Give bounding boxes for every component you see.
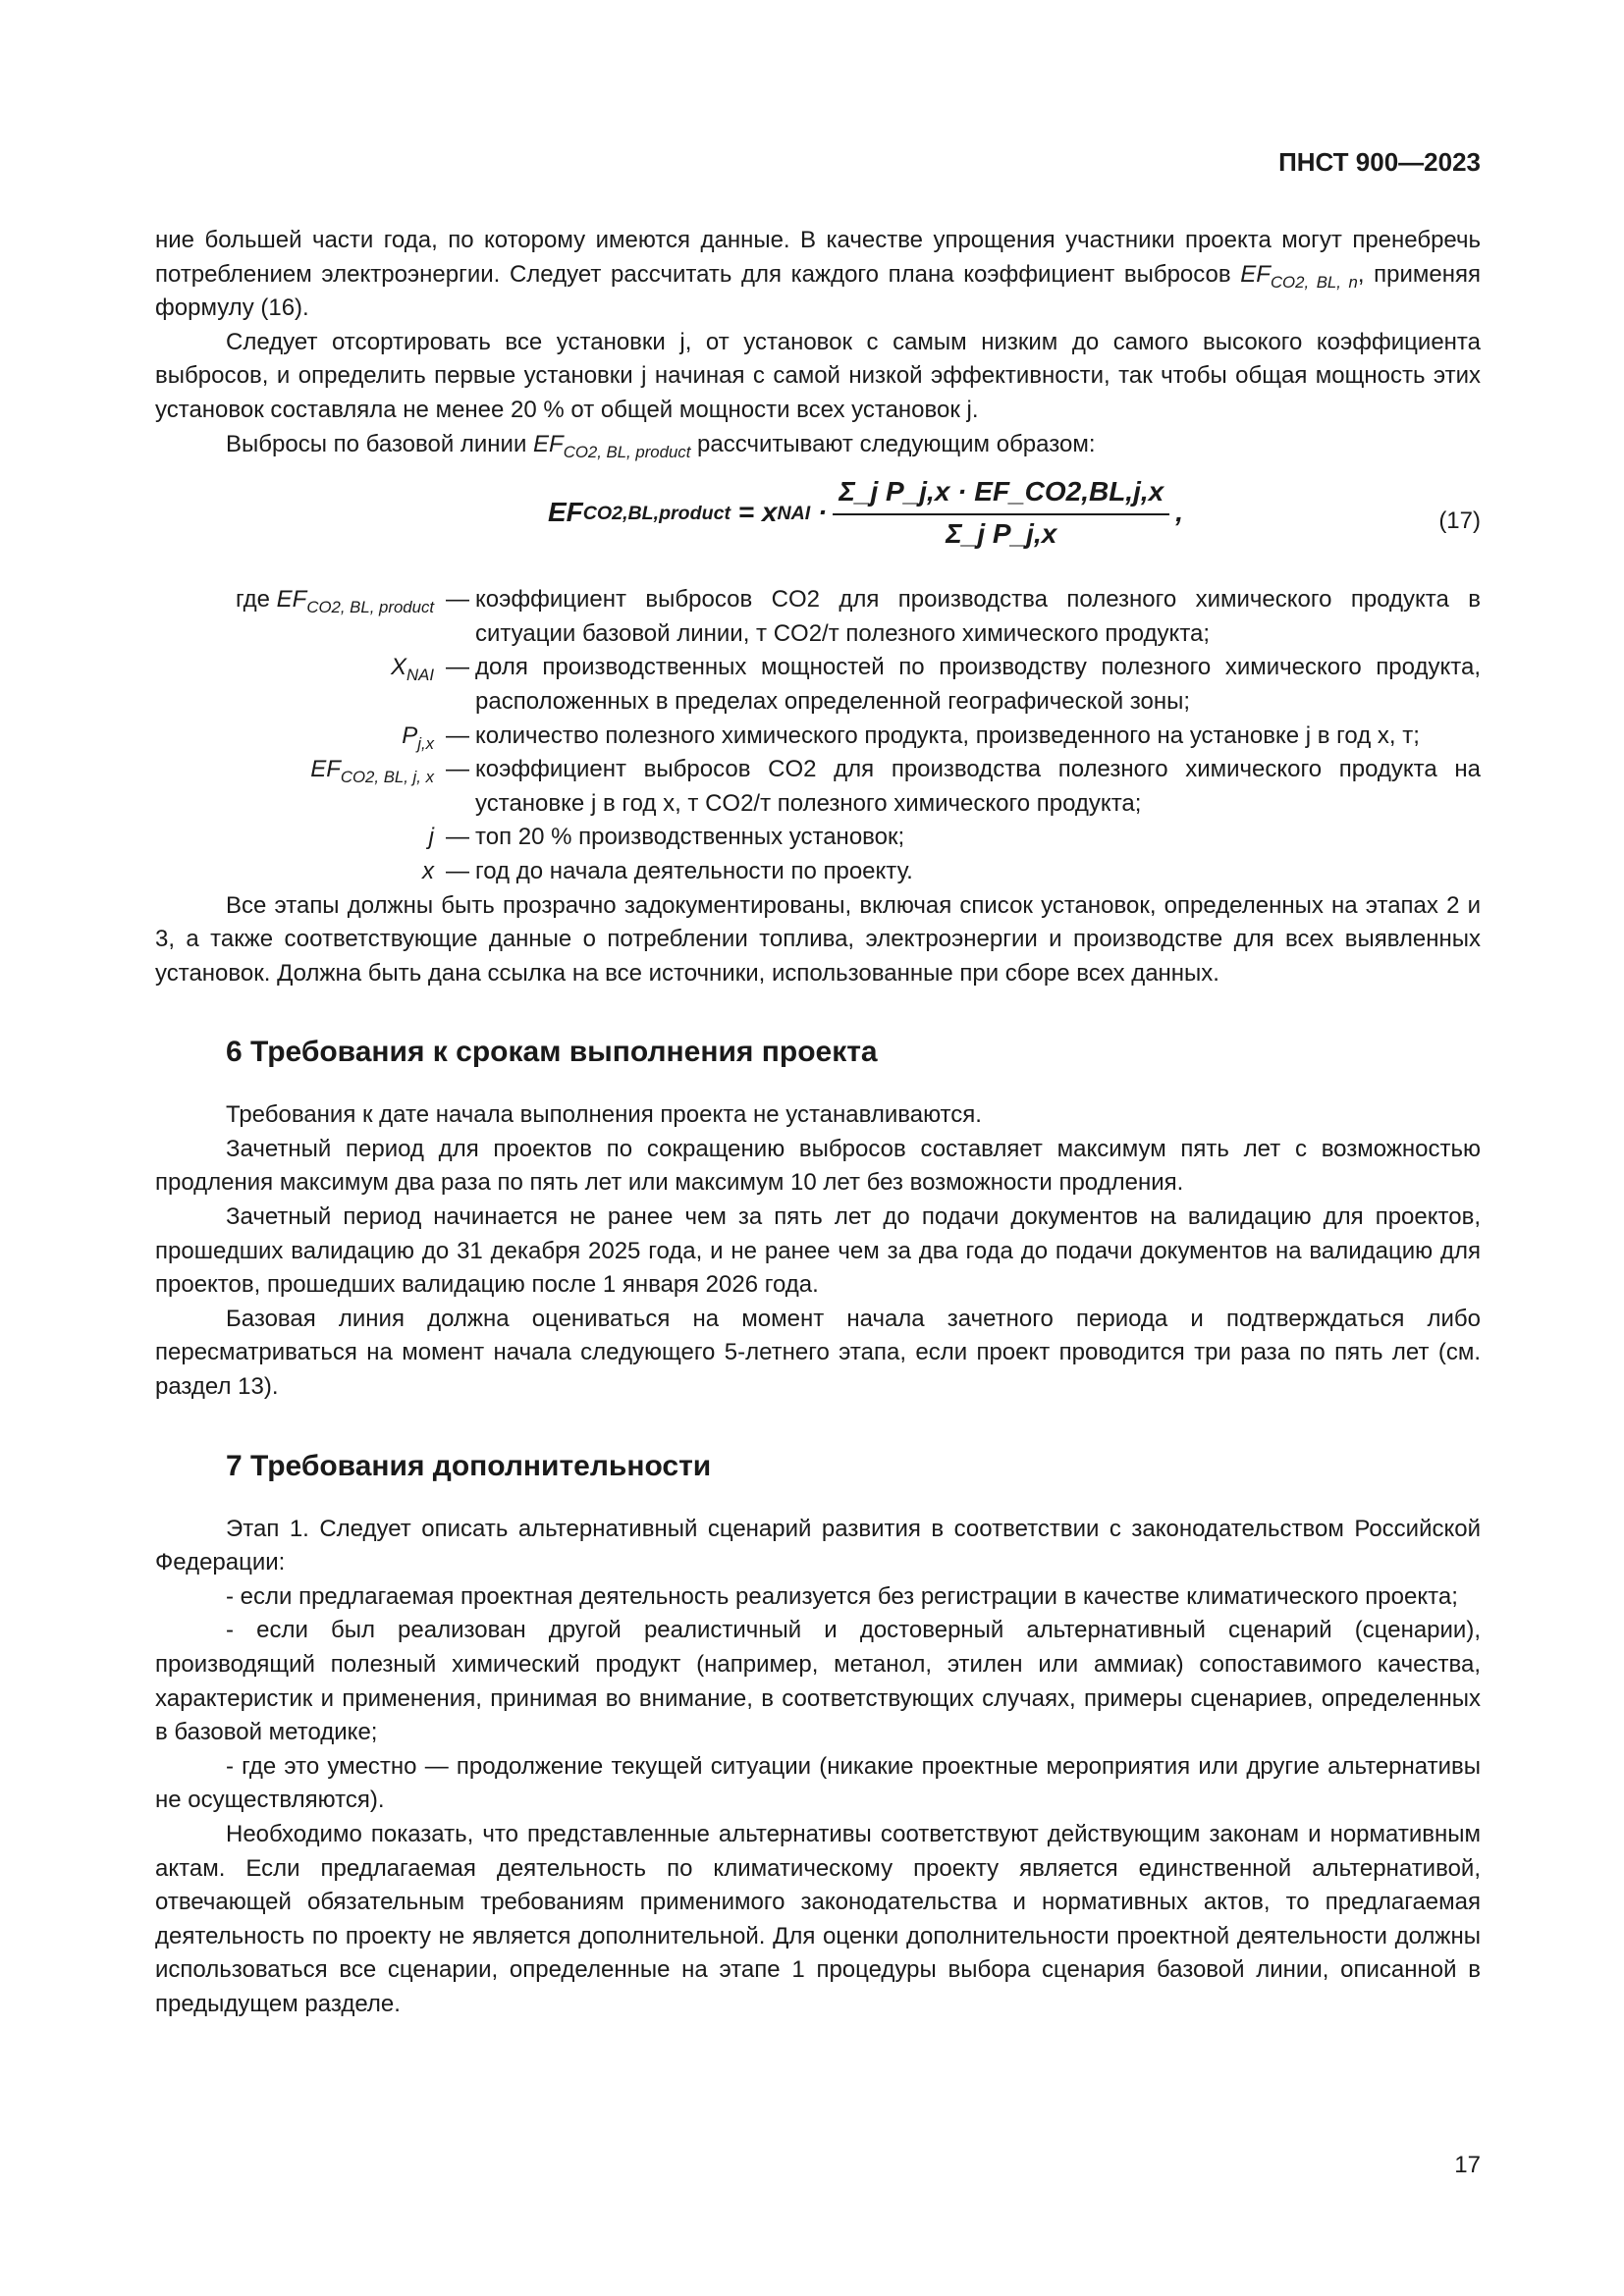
- formula-factor: x: [761, 497, 778, 528]
- section-7-heading: 7 Требования дополнительности: [226, 1449, 712, 1482]
- definition-item: [155, 855, 1481, 889]
- symbol-ef: EF: [533, 430, 564, 457]
- formula-equals: =: [731, 497, 762, 528]
- formula-fraction: [833, 475, 1169, 551]
- definition-text: топ 20 % производственных установок;: [475, 824, 905, 851]
- definitions-list: [155, 583, 1481, 888]
- text-run: ние большей части года, по которому имеются данные. В качестве упрощения участники проекта могут пренебречь потреблением электроэнергии. Следует рассчитать для каждого плана коэффициент выбросов: [155, 227, 1481, 288]
- formula-lhs: EF: [548, 497, 583, 528]
- formula-expression: EF CO2,BL,product = x NAI · $\frac{\text{Σ\_j P\_j,x · EF\_CO2,BL,j,x}}{\text{Σ\_j P\_j,x}}$ ,: [548, 475, 1183, 551]
- definition-text: коэффициент выбросов CO2 для производства полезного химического продукта на установке j в год x, т CO2/т полезного химического продукта;: [475, 756, 1481, 817]
- symbol-name: EF: [310, 756, 341, 783]
- paragraph-intro-1: [155, 224, 1481, 326]
- section-6-paragraph: Зачетный период для проектов по сокращению выбросов составляет максимум пять лет с возможностью продления максимум два раза по пять лет или максимум 10 лет без возможности продления.: [155, 1135, 1481, 1197]
- definition-dash: —: [446, 857, 469, 884]
- section-7-paragraph: Этап 1. Следует описать альтернативный сценарий развития в соответствии с законодательством Российской Федерации:: [155, 1515, 1481, 1576]
- symbol-subscript: CO2, BL, j, x: [340, 768, 434, 786]
- section-7-list-item: - где это уместно — продолжение текущей ситуации (никакие проектные мероприятия или другие альтернативы не осуществляются).: [155, 1752, 1481, 1814]
- definition-symbol: [155, 651, 440, 685]
- formula-dot: ·: [810, 497, 828, 528]
- definition-dash: —: [446, 654, 469, 681]
- page-number: 17: [1454, 2152, 1481, 2178]
- text-run: , применяя формулу (16).: [155, 260, 1482, 322]
- definition-item: [155, 583, 1481, 651]
- definition-text: количество полезного химического продукта, произведенного на установке j в год x, т;: [475, 721, 1420, 749]
- symbol-name: X: [391, 654, 407, 681]
- definition-item: [155, 720, 1481, 754]
- formula-number: (17): [1438, 507, 1481, 535]
- symbol-subscript: j,x: [417, 733, 434, 753]
- symbol-name: j: [428, 824, 434, 851]
- section-6-paragraph: Требования к дате начала выполнения проекта не устанавливаются.: [226, 1101, 982, 1129]
- section-7-list-item: - если предлагаемая проектная деятельность реализуется без регистрации в качестве климатического проекта;: [226, 1582, 1458, 1610]
- definition-symbol: [155, 720, 440, 754]
- symbol-subscript: CO2, BL, n: [1270, 272, 1358, 292]
- definition-dash: —: [446, 721, 469, 749]
- symbol-name: x: [422, 857, 434, 884]
- paragraph-intro-3: [155, 428, 1481, 462]
- formula-denominator: Σ_j P_j,x: [946, 517, 1057, 549]
- symbol-subscript: CO2, BL, product: [306, 598, 434, 617]
- symbol-name: EF: [276, 586, 307, 614]
- section-6-paragraph: Базовая линия должна оцениваться на момент начала зачетного периода и подтверждаться либо пересматриваться на момент начала следующего 5-летнего этапа, если проект проводится три раза по пять лет (см. раздел 13).: [155, 1305, 1481, 1401]
- symbol-ef: EF: [1240, 260, 1271, 288]
- document-id-header: ПНСТ 900—2023: [1278, 147, 1481, 177]
- definition-symbol: [155, 753, 440, 787]
- symbol-name: P: [402, 721, 418, 749]
- text-run: Выбросы по базовой линии: [226, 430, 534, 457]
- paragraph-intro-2: Следует отсортировать все установки j, от установок с самым низким до самого высокого коэффициента выбросов, и определить первые установки j начиная с самой низкой эффективности, так чтобы общая мощность этих установок составляла не менее 20 % от общей мощности всех установок j.: [155, 328, 1481, 423]
- symbol-subscript: NAI: [406, 666, 434, 685]
- symbol-subscript: CO2, BL, product: [563, 442, 691, 461]
- definition-prefix: где: [235, 586, 277, 614]
- definition-dash: —: [446, 586, 469, 614]
- definition-symbol: [155, 821, 440, 855]
- definition-dash: —: [446, 756, 469, 783]
- page-body: [155, 224, 1481, 2022]
- section-7-list-item: - если был реализован другой реалистичный и достоверный альтернативный сценарий (сценарии), производящий полезный химический продукт (например, метанол, этилен или аммиак) сопоставимого качества, характеристик и применения, принимая во внимание, в соответствующих случаях, примеры сценариев, определенных в базовой методике;: [155, 1617, 1481, 1746]
- definition-text: коэффициент выбросов CO2 для производства полезного химического продукта в ситуации базовой линии, т CO2/т полезного химического продукта;: [475, 586, 1481, 647]
- section-7-paragraph: Необходимо показать, что представленные альтернативы соответствуют действующим законам и нормативным актам. Если предлагаемая деятельность по климатическому проекту является единственной альтернативой, отвечающей обязательным требованиям применимого законодательства и нормативных актов, то предлагаемая деятельность по проекту не является дополнительной. Для оценки дополнительности проектной деятельности должны использоваться все сценарии, определенные на этапе 1 процедуры выбора сценария базовой линии, описанной в предыдущем разделе.: [155, 1820, 1481, 2017]
- paragraph-after-definitions: Все этапы должны быть прозрачно задокументированы, включая список установок, определенных на этапах 2 и 3, а также соответствующие данные о потреблении топлива, электроэнергии и производстве для всех выявленных установок. Должна быть дана ссылка на все источники, использованные при сборе всех данных.: [155, 891, 1481, 987]
- definition-text: доля производственных мощностей по производству полезного химического продукта, расположенных в пределах определенной географической зоны;: [475, 654, 1481, 715]
- definition-symbol: [155, 583, 440, 617]
- formula-17: [155, 465, 1481, 583]
- definition-item: [155, 821, 1481, 855]
- definition-item: [155, 651, 1481, 719]
- definition-symbol: [155, 855, 440, 889]
- definition-item: [155, 753, 1481, 821]
- section-6-heading: 6 Требования к срокам выполнения проекта: [226, 1036, 878, 1069]
- formula-comma: ,: [1175, 497, 1183, 528]
- formula-numerator: Σ_j P_j,x · EF_CO2,BL,j,x: [833, 475, 1169, 515]
- section-6-paragraph: Зачетный период начинается не ранее чем за пять лет до подачи документов на валидацию для проектов, прошедших валидацию до 31 декабря 2025 года, и не ранее чем за два года до подачи документов на валидацию для проектов, прошедших валидацию после 1 января 2026 года.: [155, 1203, 1481, 1299]
- text-run: рассчитывают следующим образом:: [690, 430, 1096, 457]
- definition-text: год до начала деятельности по проекту.: [475, 857, 913, 884]
- definition-dash: —: [446, 824, 469, 851]
